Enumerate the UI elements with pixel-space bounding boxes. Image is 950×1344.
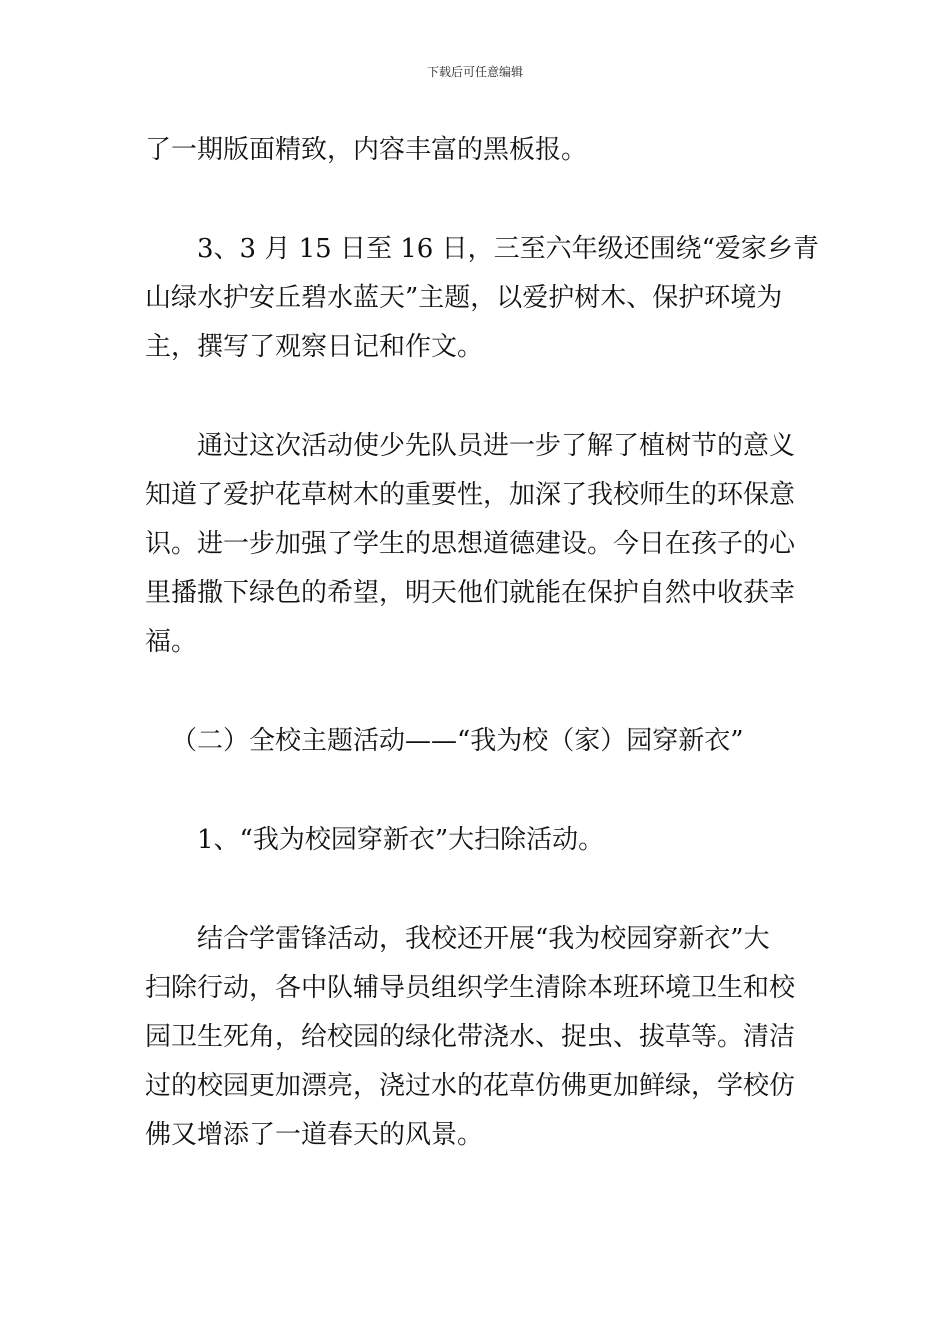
paragraph-3 xyxy=(145,422,810,667)
paragraph-line: 知道了爱护花草树木的重要性，加深了我校师生的环保意 xyxy=(145,480,796,510)
paragraph-line: 识。进一步加强了学生的思想道德建设。今日在孩子的心 xyxy=(145,529,796,559)
section-heading xyxy=(145,717,810,766)
paragraph-line: 福。 xyxy=(145,627,198,657)
paragraph-line: 3、3 月 15 日至 16 日，三至六年级还围绕“爱家乡青 xyxy=(197,234,819,264)
paragraph-line: 了一期版面精致，内容丰富的黑板报。 xyxy=(145,135,588,165)
paragraph-1 xyxy=(145,126,810,175)
paragraph-line: 佛又增添了一道春天的风景。 xyxy=(145,1120,484,1150)
page-header: 下载后可任意编辑 xyxy=(426,65,523,79)
paragraph-line: 过的校园更加漂亮，浇过水的花草仿佛更加鲜绿，学校仿 xyxy=(145,1071,796,1101)
paragraph-line: 园卫生死角，给校园的绿化带浇水、捉虫、拔草等。清洁 xyxy=(145,1022,796,1052)
paragraph-6 xyxy=(145,915,810,1160)
section-heading-text: （二）全校主题活动——“我为校（家）园穿新衣” xyxy=(171,726,744,756)
paragraph-line: 主，撰写了观察日记和作文。 xyxy=(145,332,484,362)
subsection-heading xyxy=(145,816,810,865)
paragraph-line: 里播撒下绿色的希望，明天他们就能在保护自然中收获幸 xyxy=(145,578,796,608)
paragraph-line: 山绿水护安丘碧水蓝天”主题，以爱护树木、保护环境为 xyxy=(145,283,783,313)
paragraph-line: 扫除行动，各中队辅导员组织学生清除本班环境卫生和校 xyxy=(145,973,796,1003)
paragraph-line: 结合学雷锋活动，我校还开展“我为校园穿新衣”大 xyxy=(197,924,770,954)
paragraph-2 xyxy=(145,225,819,372)
subsection-heading-text: 1、“我为校园穿新衣”大扫除活动。 xyxy=(197,825,605,855)
paragraph-line: 通过这次活动使少先队员进一步了解了植树节的意义 xyxy=(197,431,796,461)
